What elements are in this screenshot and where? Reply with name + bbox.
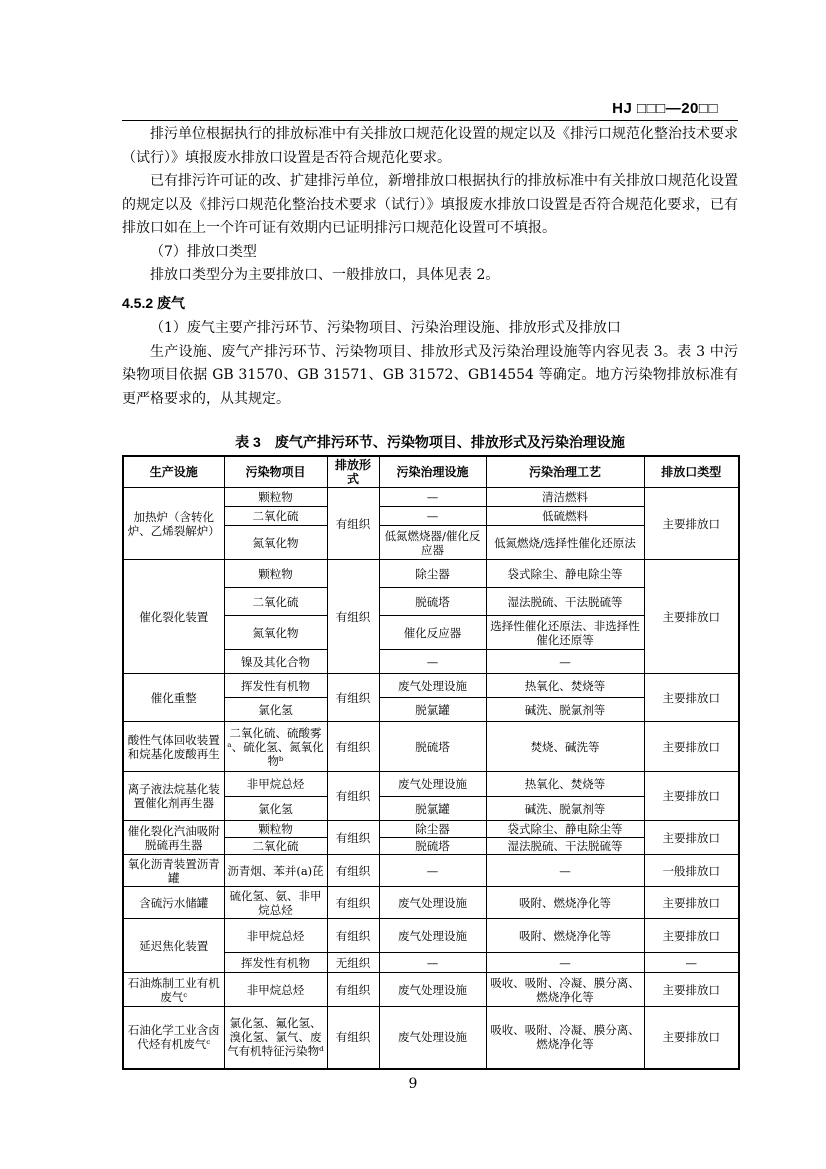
pollutant-cell: 氯化氢、氟化氢、溴化氢、氯气、废气有机特征污染物ᵈ: [224, 1007, 327, 1069]
table-row: [123, 722, 739, 772]
tech-cell: 焚烧、碱洗等: [486, 722, 644, 772]
device-cell: 除尘器: [379, 821, 486, 838]
pollutant-cell: 氯化氢: [224, 698, 327, 722]
header-cell: 污染物项目: [224, 456, 327, 488]
table-row: [123, 821, 739, 838]
device-cell: 脱氯罐: [379, 698, 486, 722]
table-row: [123, 1007, 739, 1069]
facility-cell: 延迟焦化装置: [123, 919, 224, 973]
outlet-type-cell: 主要排放口: [644, 919, 739, 953]
device-cell: 废气处理设施: [379, 919, 486, 953]
page-number: 9: [408, 1076, 418, 1092]
device-cell: 催化反应器: [379, 616, 486, 650]
form-cell: 有组织: [327, 821, 379, 855]
paragraph: 生产设施、废气产排污环节、污染物项目、排放形式及污染治理设施等内容见表 3。表 3 中污染物项目依据 GB 31570、GB 31571、GB 31572、GB14554 等确定。地方污染物排放标准有更严格要求的，从其规定。: [122, 343, 738, 407]
facility-cell: 酸性气体回收装置和烷基化废酸再生: [123, 722, 224, 772]
device-cell: —: [379, 507, 486, 526]
pollutant-cell: 二氧化硫、硫酸雾ᵃ、硫化氢、氮氧化物ᵇ: [224, 722, 327, 772]
pollutant-cell: 挥发性有机物: [224, 953, 327, 973]
outlet-type-cell: 主要排放口: [644, 973, 739, 1007]
facility-cell: 催化重整: [123, 674, 224, 722]
pollutant-cell: 氯化氢: [224, 797, 327, 821]
table-row: [123, 887, 739, 919]
device-cell: —: [379, 650, 486, 674]
device-cell: 废气处理设施: [379, 674, 486, 698]
header-cell: 污染治理工艺: [486, 456, 644, 488]
emissions-table: [122, 455, 740, 1070]
table-header-row: [123, 456, 739, 488]
facility-cell: 氧化沥青装置沥青罐: [123, 855, 224, 887]
tech-cell: —: [486, 855, 644, 887]
paragraph: 排放口类型分为主要排放口、一般排放口，具体见表 2。: [150, 267, 500, 283]
tech-cell: 碱洗、脱氯剂等: [486, 698, 644, 722]
tech-cell: 吸附、燃烧净化等: [486, 919, 644, 953]
form-cell: 有组织: [327, 887, 379, 919]
form-cell: 有组织: [327, 674, 379, 722]
pollutant-cell: 镍及其化合物: [224, 650, 327, 674]
header-cell: 排放形式: [327, 456, 379, 488]
paragraph: （7）排放口类型: [150, 243, 257, 260]
form-cell: 无组织: [327, 953, 379, 973]
tech-cell: 清洁燃料: [486, 488, 644, 507]
paragraph: 已有排污许可证的改、扩建排污单位，新增排放口根据执行的排放标准中有关排放口规范化设置的规定以及《排污口规范化整治技术要求（试行）》填报废水排放口设置是否符合规范化要求，已有排放口如在上一个许可证有效期内已证明排污口规范化设置可不填报。: [122, 173, 738, 236]
device-cell: 废气处理设施: [379, 1007, 486, 1069]
table-row: [123, 488, 739, 507]
document-code: HJ □□□—20□□: [612, 100, 718, 117]
device-cell: 废气处理设施: [379, 973, 486, 1007]
form-cell: 有组织: [327, 855, 379, 887]
device-cell: 脱硫塔: [379, 722, 486, 772]
tech-cell: 热氧化、焚烧等: [486, 674, 644, 698]
form-cell: 有组织: [327, 973, 379, 1007]
tech-cell: 湿法脱硫、干法脱硫等: [486, 588, 644, 616]
header-cell: 污染治理设施: [379, 456, 486, 488]
device-cell: 脱硫塔: [379, 588, 486, 616]
tech-cell: 热氧化、焚烧等: [486, 772, 644, 797]
device-cell: —: [379, 488, 486, 507]
tech-cell: 湿法脱硫、干法脱硫等: [486, 838, 644, 855]
pollutant-cell: 颗粒物: [224, 560, 327, 588]
outlet-type-cell: —: [644, 953, 739, 973]
device-cell: 废气处理设施: [379, 772, 486, 797]
facility-cell: 石油炼制工业有机废气ᶜ: [123, 973, 224, 1007]
pollutant-cell: 挥发性有机物: [224, 674, 327, 698]
device-cell: —: [379, 953, 486, 973]
outlet-type-cell: 主要排放口: [644, 887, 739, 919]
pollutant-cell: 二氧化硫: [224, 507, 327, 526]
section-heading: 4.5.2 废气: [122, 294, 186, 311]
facility-cell: 含硫污水储罐: [123, 887, 224, 919]
device-cell: 脱氯罐: [379, 797, 486, 821]
pollutant-cell: 非甲烷总烃: [224, 973, 327, 1007]
tech-cell: 袋式除尘、静电除尘等: [486, 821, 644, 838]
tech-cell: 低硫燃料: [486, 507, 644, 526]
pollutant-cell: 非甲烷总烃: [224, 772, 327, 797]
device-cell: 除尘器: [379, 560, 486, 588]
device-cell: —: [379, 855, 486, 887]
form-cell: 有组织: [327, 772, 379, 821]
device-cell: 脱硫塔: [379, 838, 486, 855]
tech-cell: 吸附、燃烧净化等: [486, 887, 644, 919]
body-text: [122, 123, 738, 411]
form-cell: 有组织: [327, 488, 379, 560]
tech-cell: 袋式除尘、静电除尘等: [486, 560, 644, 588]
pollutant-cell: 非甲烷总烃: [224, 919, 327, 953]
outlet-type-cell: 主要排放口: [644, 560, 739, 674]
pollutant-cell: 二氧化硫: [224, 588, 327, 616]
form-cell: 有组织: [327, 1007, 379, 1069]
header-rule: [122, 120, 738, 121]
facility-cell: 离子液法烷基化装置催化剂再生器: [123, 772, 224, 821]
table-row: [123, 855, 739, 887]
header-cell: 排放口类型: [644, 456, 739, 488]
pollutant-cell: 硫化氢、氨、非甲烷总烃: [224, 887, 327, 919]
pollutant-cell: 二氧化硫: [224, 838, 327, 855]
outlet-type-cell: 主要排放口: [644, 722, 739, 772]
facility-cell: 催化裂化装置: [123, 560, 224, 674]
tech-cell: —: [486, 953, 644, 973]
tech-cell: 吸收、吸附、冷凝、膜分离、燃烧净化等: [486, 1007, 644, 1069]
table-caption: 表 3 废气产排污环节、污染物项目、排放形式及污染治理设施: [235, 434, 625, 450]
outlet-type-cell: 一般排放口: [644, 855, 739, 887]
outlet-type-cell: 主要排放口: [644, 674, 739, 722]
pollutant-cell: 颗粒物: [224, 821, 327, 838]
device-cell: 废气处理设施: [379, 887, 486, 919]
device-cell: 低氮燃烧器/催化反应器: [379, 526, 486, 560]
outlet-type-cell: 主要排放口: [644, 488, 739, 560]
table-row: [123, 973, 739, 1007]
pollutant-cell: 颗粒物: [224, 488, 327, 507]
table-row: [123, 674, 739, 698]
paragraph: （1）废气主要产排污环节、污染物项目、污染治理设施、排放形式及排放口: [150, 320, 621, 336]
tech-cell: —: [486, 650, 644, 674]
table-row: [123, 772, 739, 797]
tech-cell: 吸收、吸附、冷凝、膜分离、燃烧净化等: [486, 973, 644, 1007]
table-row: [123, 919, 739, 953]
tech-cell: 选择性催化还原法、非选择性催化还原等: [486, 616, 644, 650]
table-row: [123, 560, 739, 588]
tech-cell: 碱洗、脱氯剂等: [486, 797, 644, 821]
form-cell: 有组织: [327, 722, 379, 772]
facility-cell: 加热炉（含转化炉、乙烯裂解炉）: [123, 488, 224, 560]
form-cell: 有组织: [327, 919, 379, 953]
form-cell: 有组织: [327, 560, 379, 674]
outlet-type-cell: 主要排放口: [644, 821, 739, 855]
header-cell: 生产设施: [123, 456, 224, 488]
outlet-type-cell: 主要排放口: [644, 1007, 739, 1069]
pollutant-cell: 沥青烟、苯并(a)芘: [224, 855, 327, 887]
tech-cell: 低氮燃烧/选择性催化还原法: [486, 526, 644, 560]
facility-cell: 石油化学工业含卤代烃有机废气ᶜ: [123, 1007, 224, 1069]
pollutant-cell: 氮氧化物: [224, 616, 327, 650]
facility-cell: 催化裂化汽油吸附脱硫再生器: [123, 821, 224, 855]
pollutant-cell: 氮氧化物: [224, 526, 327, 560]
paragraph: 排污单位根据执行的排放标准中有关排放口规范化设置的规定以及《排污口规范化整治技术要求（试行）》填报废水排放口设置是否符合规范化要求。: [122, 126, 738, 166]
outlet-type-cell: 主要排放口: [644, 772, 739, 821]
